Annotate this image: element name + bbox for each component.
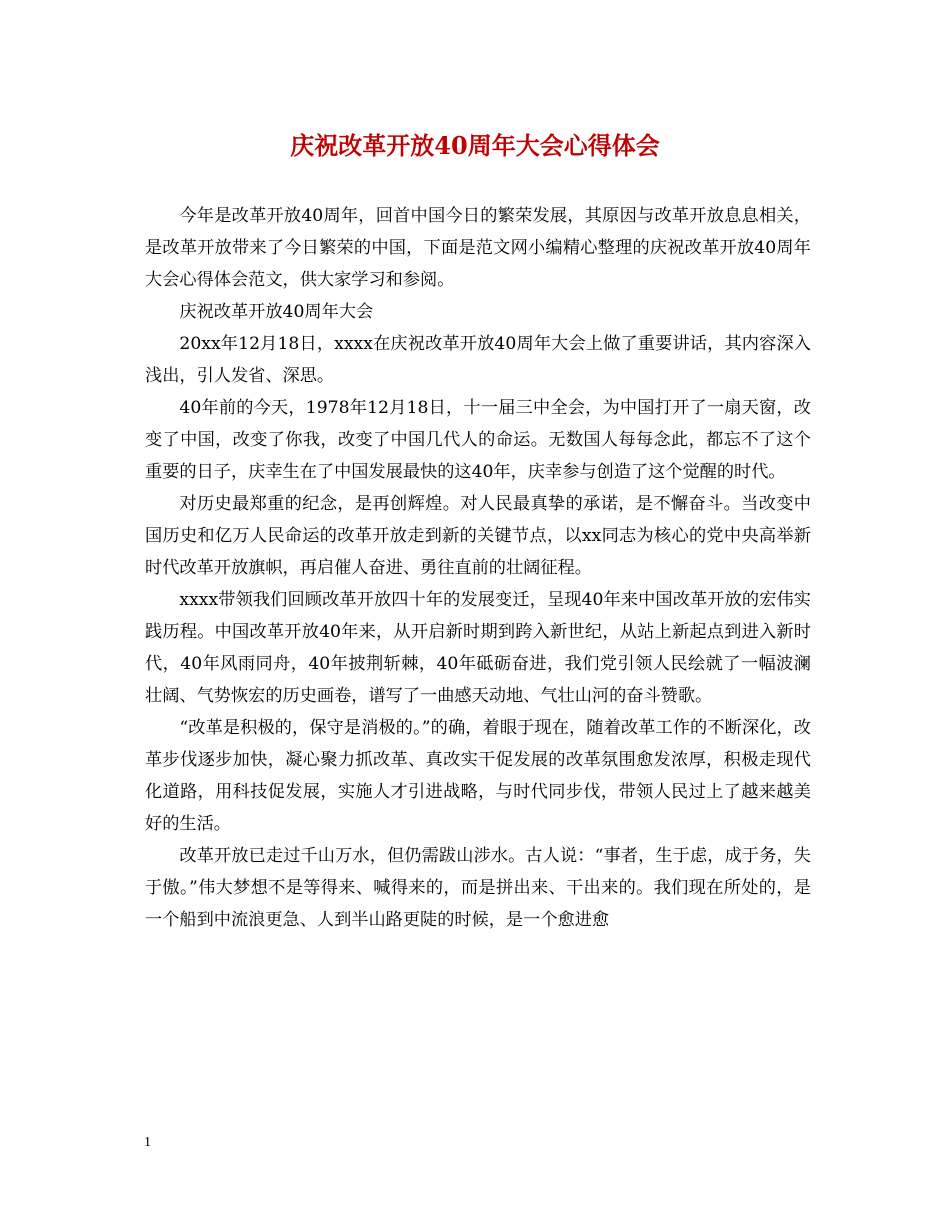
paragraph: 40年前的今天，1978年12月18日，十一届三中全会，为中国打开了一扇天窗，改变了中国，改变了你我，改变了中国几代人的命运。无数国人每每念此，都忘不了这个重要的日子，庆幸生在了中国发展最快的这40年，庆幸参与创造了这个觉醒的时代。 [145,398,811,482]
paragraph: xxxx带领我们回顾改革开放四十年的发展变迁，呈现40年来中国改革开放的宏伟实践历程。中国改革开放40年来，从开启新时期到跨入新世纪，从站上新起点到进入新时代，40年风雨同舟，40年披荆斩棘，40年砥砺奋进，我们党引领人民绘就了一幅波澜壮阔、气势恢宏的历史画卷，谱写了一曲感天动地、气壮山河的奋斗赞歌。 [145,590,811,706]
paragraph-intro: 今年是改革开放40周年，回首中国今日的繁荣发展，其原因与改革开放息息相关，是改革开放带来了今日繁荣的中国，下面是范文网小编精心整理的庆祝改革开放40周年大会心得体会范文，供大家学习和参阅。 [145,206,811,290]
paragraph: 对历史最郑重的纪念，是再创辉煌。对人民最真挚的承诺，是不懈奋斗。当改变中国历史和亿万人民命运的改革开放走到新的关键节点，以xx同志为核心的党中央高举新时代改革开放旗帜，再启催人奋进、勇往直前的壮阔征程。 [145,494,811,578]
paragraph-subheading: 庆祝改革开放40周年大会 [179,302,374,322]
page-number: 1 [144,1135,151,1150]
paragraph: “改革是积极的，保守是消极的。”的确，着眼于现在，随着改革工作的不断深化，改革步伐逐步加快，凝心聚力抓改革、真改实干促发展的改革氛围愈发浓厚，积极走现代化道路，用科技促发展，实施人才引进战略，与时代同步伐，带领人民过上了越来越美好的生活。 [145,718,811,834]
paragraph: 改革开放已走过千山万水，但仍需跋山涉水。古人说：“事者，生于虑，成于务，失于傲。”伟大梦想不是等得来、喊得来的，而是拼出来、干出来的。我们现在所处的，是一个船到中流浪更急、人到半山路更陡的时候，是一个愈进愈 [145,846,811,930]
document-body [145,200,811,936]
document-title: 庆祝改革开放40周年大会心得体会 [290,131,660,160]
paragraph: 20xx年12月18日，xxxx在庆祝改革开放40周年大会上做了重要讲话，其内容深入浅出，引人发省、深思。 [145,334,811,386]
